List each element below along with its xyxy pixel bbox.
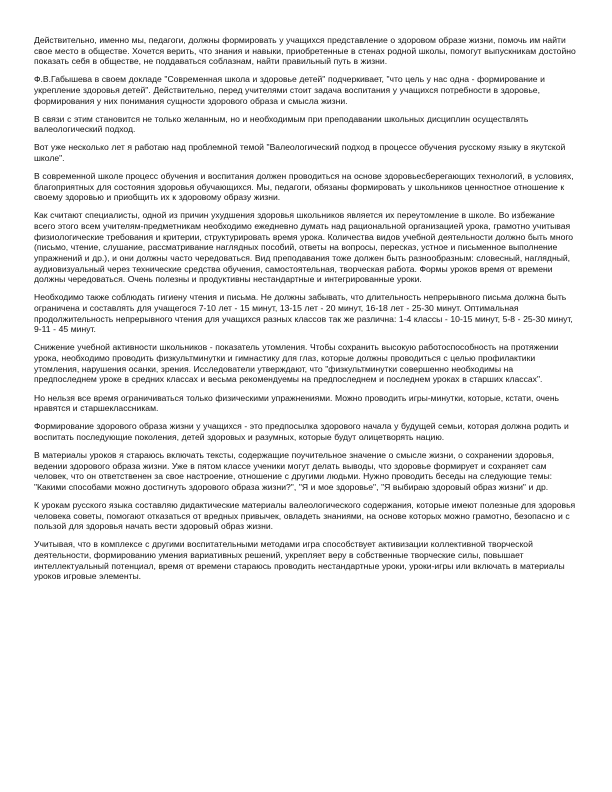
paragraph-10: Формирование здорового образа жизни у учащихся - это предпосылка здорового начала у будущей семьи, которая должна родить и воспитать последующие поколения, детей здоровых и разумных, которые будут олицетворять нацию. <box>34 421 569 442</box>
paragraph-6: Как считают специалисты, одной из причин ухудшения здоровья школьников является их переутомление в школе. Во избежание всего этого всем учителям-предметникам необходимо ежедневно думать над рациональной организацией урока, грамотно учитывая физиологические требования и критерии, структурировать время урока. Количества видов учебной деятельности должно быть много (письмо, чтение, слушание, рассматривание наглядных пособий, ответы на вопросы, пересказ, устное и письменное выполнение упражнений и др.), и они должны часто чередоваться. Вид преподавания тоже должен быть разнообразным: словесный, наглядный, аудиовизуальный через технические средства обучения, самостоятельная, творческая работа. Формы уроков время от времени должны чередоваться. Очень полезны и продуктивны нестандартные и интегрированные уроки. <box>34 210 574 285</box>
paragraph-13: Учитывая, что в комплексе с другими воспитательными методами игра способствует активизации коллективной творческой деятельности, формированию умения вариативных решений, укрепляет веру в собственные творческие силы, повышает интеллектуальный потенциал, время от времени стараюсь проводить нестандартные уроки, уроки-игры или включать в материалы уроков игровые элементы. <box>34 539 565 582</box>
paragraph-11: В материалы уроков я стараюсь включать тексты, содержащие поучительное значение о смысле жизни, о сохранении здоровья, ведении здорового образа жизни. Уже в пятом классе ученики могут делать выводы, что здоровье формирует и сохраняет сам человек, что он ответственен за свое настроение, отношение с другими людьми. Нужно проводить беседы на следующие темы: "Какими способами можно достигнуть здорового образа жизни?", "Я и мое здоровье", "Я выбираю здоровый образ жизни" и др. <box>34 449 555 492</box>
paragraph-2: Ф.В.Габышева в своем докладе "Современная школа и здоровье детей" подчеркивает, "что цель у нас одна - формирование и укрепление здоровья детей". Действительно, перед учителями стоит задача воспитания у учащихся потребности в здоровье, формирования у них понимания сущности здорового образа и смысла жизни. <box>34 74 545 106</box>
paragraph-7: Необходимо также соблюдать гигиену чтения и письма. Не должны забывать, что длительность непрерывного письма должна быть ограничена и составлять для учащегося 7-10 лет - 15 минут, 13-15 лет - 20 минут, 16-18 лет - 25-30 минут. Оптимальная продолжительность непрерывного чтения для учащихся разных классов так же различна: 1-4 классы - 10-15 минут, 5-8 - 25-30 минут, 9-11 - 45 минут. <box>34 292 573 335</box>
paragraph-5: В современной школе процесс обучения и воспитания должен проводиться на основе здоровьесберегающих технологий, в условиях, благоприятных для состояния здоровья обучающихся. Мы, педагоги, обязаны формировать у школьников ценностное отношение к своему здоровью и приобщить их к здоровому образу жизни. <box>34 171 574 203</box>
paragraph-4: Вот уже несколько лет я работаю над проблемной темой "Валеологический подход в процессе обучения русскому языку в якутской школе". <box>34 142 566 164</box>
document-page <box>34 35 578 589</box>
paragraph-9: Но нельзя все время ограничиваться только физическими упражнениями. Можно проводить игры-минутки, которые, кстати, очень нравятся и старшеклассникам. <box>34 392 560 414</box>
paragraph-1: Действительно, именно мы, педагоги, должны формировать у учащихся представление о здоровом образе жизни, помочь им найти свое место в обществе. Хочется верить, что знания и навыки, приобретенные в стенах родной школы, помогут выпускникам достойно показать себя в обществе, не поддаваться соблазнам, найти правильный путь в жизни. <box>34 35 576 67</box>
paragraph-12: К урокам русского языка составляю дидактические материалы валеологического содержания, которые имеют полезные для здоровья человека советы, помогают отказаться от вредных привычек, овладеть знаниями, на основе которых можно грамотно, безопасно и с пользой для здоровья начать вести здоровый образ жизни. <box>34 499 576 532</box>
paragraph-3: В связи с этим становится не только желанным, но и необходимым при преподавании школьных дисциплин осуществлять валеологический подход. <box>34 113 529 135</box>
paragraph-8: Снижение учебной активности школьников - показатель утомления. Чтобы сохранить высокую работоспособность на протяжении урока, необходимо проводить физкультминутки и гимнастику для глаз, которые должны проводиться с целью профилактики утомления, нарушения осанки, зрения. Исследователи утверждают, что "физкультминутки совершенно необходимы на предпоследнем уроке в средних классах и весьма рекомендуемы на предпоследнем и последнем уроках в старших классах". <box>34 342 559 385</box>
